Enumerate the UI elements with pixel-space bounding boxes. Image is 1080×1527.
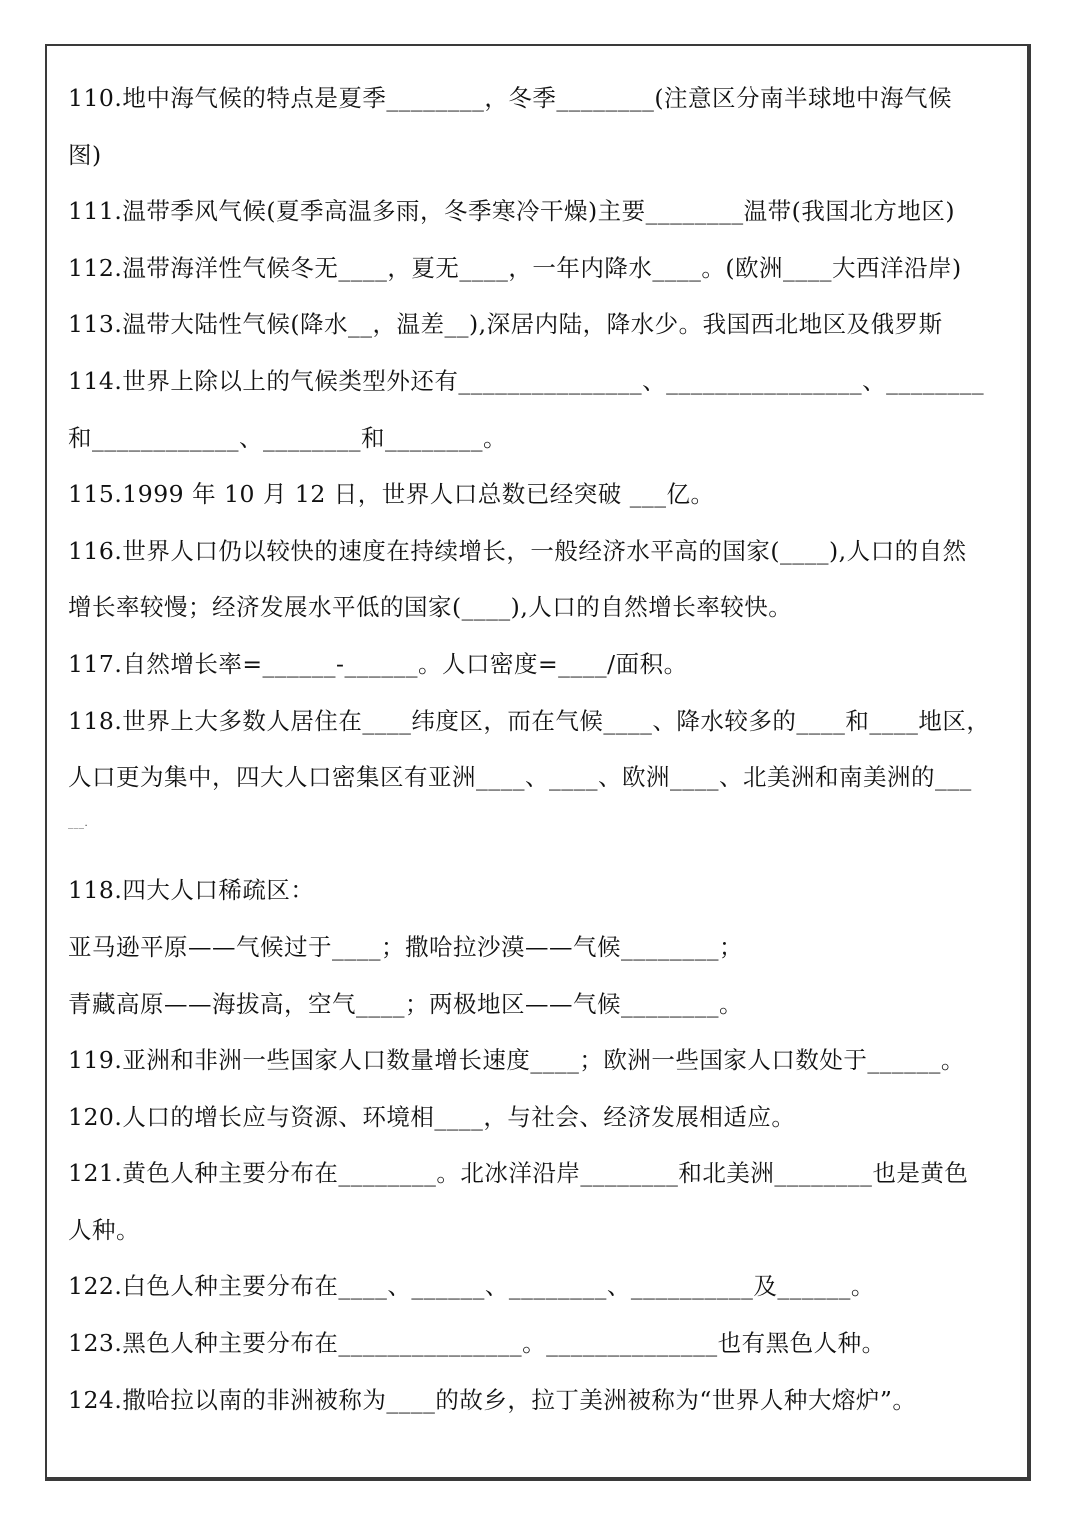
text-line: 114.世界上除以上的气候类型外还有_______________、________________、________ bbox=[68, 366, 985, 395]
text-line: 人种。 bbox=[68, 1215, 140, 1244]
text-line: 青藏高原——海拔高，空气____；两极地区——气候________。 bbox=[68, 989, 743, 1018]
text-line: 111.温带季风气候(夏季高温多雨，冬季寒冷干燥)主要________温带(我国北方地区) bbox=[68, 197, 955, 226]
text-line: 121.黄色人种主要分布在________。北冰洋沿岸________和北美洲________也是黄色 bbox=[68, 1159, 969, 1188]
text-line: 115.1999 年 10 月 12 日，世界人口总数已经突破 ___亿。 bbox=[68, 480, 715, 509]
text-line: 124.撒哈拉以南的非洲被称为____的故乡，拉丁美洲被称为“世界人种大熔炉”。 bbox=[68, 1385, 917, 1414]
text-line: 118.世界上大多数人居住在____纬度区，而在气候____、降水较多的____和____地区， bbox=[68, 706, 991, 735]
text-line: 110.地中海气候的特点是夏季________，冬季________(注意区分南半球地中海气候 bbox=[68, 84, 952, 112]
text-line: 120.人口的增长应与资源、环境相____，与社会、经济发展相适应。 bbox=[68, 1102, 796, 1131]
text-line: 人口更为集中，四大人口密集区有亚洲____、____、欧洲____、北美洲和南美洲的___ bbox=[68, 763, 972, 792]
worksheet-text bbox=[68, 70, 1018, 1428]
text-line: 图) bbox=[68, 140, 102, 169]
text-line: 亚马逊平原——气候过于____；撒哈拉沙漠——气候________； bbox=[68, 932, 743, 961]
text-line: 122.白色人种主要分布在____、______、________、__________及______。 bbox=[68, 1272, 875, 1301]
text-line: ___. bbox=[68, 817, 89, 829]
text-line: 112.温带海洋性气候冬无____，夏无____，一年内降水____。(欧洲____大西洋沿岸) bbox=[68, 253, 962, 282]
text-line: 119.亚洲和非洲一些国家人口数量增长速度____；欧洲一些国家人口数处于______。 bbox=[68, 1046, 965, 1075]
text-line: 123.黑色人种主要分布在_______________。______________也有黑色人种。 bbox=[68, 1329, 886, 1358]
text-line: 和____________、________和________。 bbox=[68, 423, 507, 452]
text-line: 116.世界人口仍以较快的速度在持续增长，一般经济水平高的国家(____),人口的自然 bbox=[68, 536, 967, 565]
text-line: 118.四大人口稀疏区： bbox=[68, 876, 315, 905]
text-line: 增长率较慢；经济发展水平低的国家(____),人口的自然增长率较快。 bbox=[68, 593, 793, 622]
text-line: 117.自然增长率=______-______。人口密度=____/面积。 bbox=[68, 649, 688, 678]
text-line: 113.温带大陆性气候(降水__，温差__),深居内陆，降水少。我国西北地区及俄罗斯 bbox=[68, 310, 943, 339]
